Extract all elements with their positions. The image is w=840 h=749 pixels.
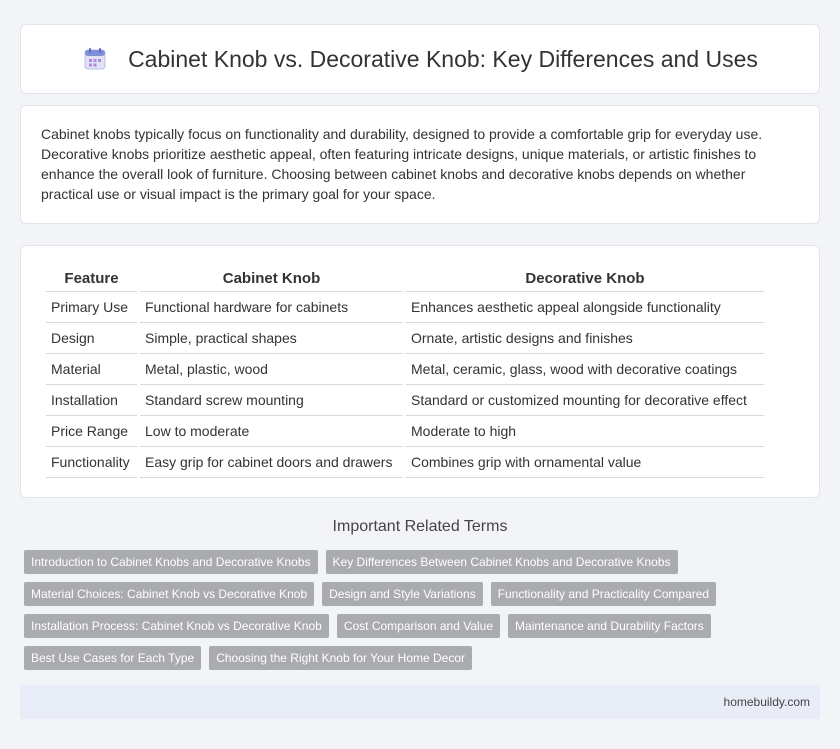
page-title: Cabinet Knob vs. Decorative Knob: Key Differences and Uses — [128, 45, 758, 72]
table-row — [46, 416, 764, 447]
table-cell: Low to moderate — [140, 416, 403, 447]
header-decorative-knob: Decorative Knob — [406, 266, 764, 292]
related-tag[interactable]: Choosing the Right Knob for Your Home Decor — [209, 646, 472, 670]
table-cell: Metal, plastic, wood — [140, 354, 403, 385]
table-cell: Moderate to high — [406, 416, 764, 447]
table-row — [46, 323, 764, 354]
calendar-icon — [82, 46, 108, 72]
related-terms-section — [20, 518, 820, 670]
related-tag[interactable]: Material Choices: Cabinet Knob vs Decorative Knob — [24, 582, 314, 606]
intro-card — [20, 105, 820, 224]
header-cabinet-knob: Cabinet Knob — [140, 266, 403, 292]
header-feature: Feature — [46, 266, 137, 292]
related-tag[interactable]: Best Use Cases for Each Type — [24, 646, 201, 670]
title-wrap — [82, 46, 758, 73]
related-tag[interactable]: Introduction to Cabinet Knobs and Decorative Knobs — [24, 550, 318, 574]
footer — [20, 685, 820, 719]
related-tag[interactable]: Cost Comparison and Value — [337, 614, 500, 638]
footer-site-link[interactable]: homebuildy.com — [723, 695, 810, 709]
table-cell: Easy grip for cabinet doors and drawers — [140, 447, 403, 478]
comparison-table — [43, 266, 767, 478]
table-cell: Standard screw mounting — [140, 385, 403, 416]
table-cell: Primary Use — [46, 292, 137, 323]
related-tags — [20, 550, 720, 670]
table-cell: Metal, ceramic, glass, wood with decorative coatings — [406, 354, 764, 385]
table-cell: Functionality — [46, 447, 137, 478]
related-tag[interactable]: Key Differences Between Cabinet Knobs and Decorative Knobs — [326, 550, 678, 574]
related-tag[interactable]: Functionality and Practicality Compared — [491, 582, 716, 606]
table-row — [46, 292, 764, 323]
intro-text: Cabinet knobs typically focus on functionality and durability, designed to provide a comfortable grip for everyday use. Decorative knobs prioritize aesthetic appeal, often featuring intricate designs, unique materials, or artistic finishes to enhance the overall look of furniture. Choosing between cabinet knobs and decorative knobs depends on whether practical use or visual impact is the primary goal for your space. — [41, 126, 763, 202]
table-row — [46, 385, 764, 416]
table-cell: Ornate, artistic designs and finishes — [406, 323, 764, 354]
table-cell: Price Range — [46, 416, 137, 447]
comparison-table-card — [20, 245, 820, 498]
related-tag[interactable]: Installation Process: Cabinet Knob vs Decorative Knob — [24, 614, 329, 638]
header-card — [20, 24, 820, 94]
table-header-row — [46, 266, 764, 292]
table-cell: Enhances aesthetic appeal alongside functionality — [406, 292, 764, 323]
table-row — [46, 447, 764, 478]
related-tag[interactable]: Design and Style Variations — [322, 582, 483, 606]
table-cell: Combines grip with ornamental value — [406, 447, 764, 478]
table-row — [46, 354, 764, 385]
table-cell: Material — [46, 354, 137, 385]
table-cell: Standard or customized mounting for decorative effect — [406, 385, 764, 416]
table-cell: Functional hardware for cabinets — [140, 292, 403, 323]
table-cell: Simple, practical shapes — [140, 323, 403, 354]
related-tag[interactable]: Maintenance and Durability Factors — [508, 614, 711, 638]
table-cell: Design — [46, 323, 137, 354]
related-terms-title: Important Related Terms — [332, 518, 508, 535]
table-cell: Installation — [46, 385, 137, 416]
